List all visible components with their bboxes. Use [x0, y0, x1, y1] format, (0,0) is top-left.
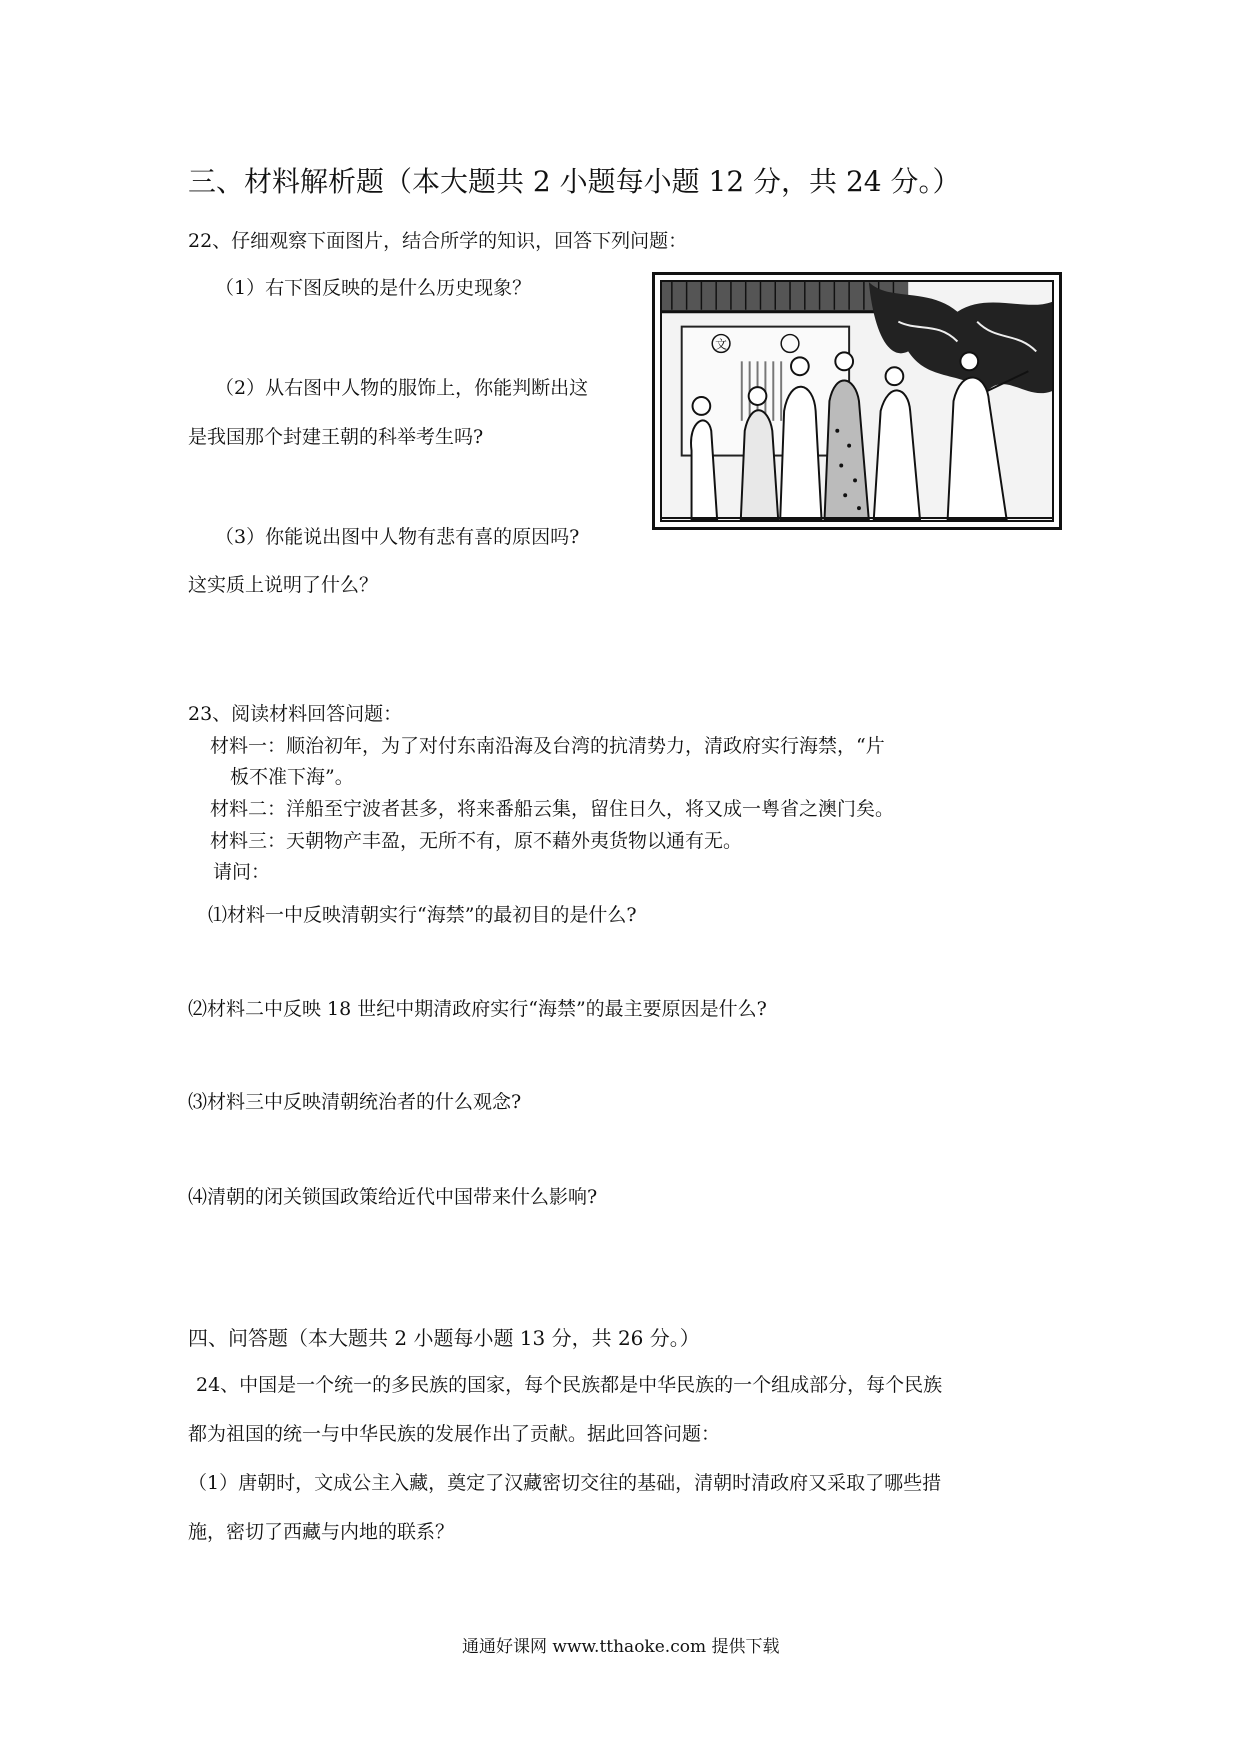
question-24-line-2: 都为祖国的统一与中华民族的发展作出了贡献。据此回答问题： — [188, 1423, 721, 1445]
section-4-title: 四、问答题（本大题共 2 小题每小题 13 分，共 26 分。） — [188, 1326, 700, 1350]
question-23-stem: 23、阅读材料回答问题： — [188, 703, 403, 725]
question-23-part-3: ⑶材料三中反映清朝统治者的什么观念? — [188, 1091, 522, 1113]
material-3: 材料三：天朝物产丰盈，无所不有，原不藉外夷货物以通有无。 — [210, 830, 743, 852]
question-23-ask: 请问： — [213, 861, 271, 883]
material-1-line-1: 材料一：顺治初年，为了对付东南沿海及台湾的抗清势力，清政府实行海禁，“片 — [210, 735, 885, 757]
illustration-drawing — [662, 282, 1052, 520]
question-22-part-3-line-1: （3）你能说出图中人物有悲有喜的原因吗? — [215, 526, 580, 548]
material-2: 材料二：洋船至宁波者甚多，将来番船云集，留住日久，将又成一粤省之澳门矣。 — [210, 798, 895, 820]
question-24-line-1: 24、中国是一个统一的多民族的国家，每个民族都是中华民族的一个组成部分，每个民族 — [196, 1374, 943, 1396]
imperial-exam-results-illustration — [652, 272, 1062, 530]
question-22-part-2-line-2: 是我国那个封建王朝的科举考生吗? — [188, 426, 484, 448]
page-footer: 通通好课网 www.tthaoke.com 提供下载 — [462, 1637, 780, 1657]
notice-board-character: 文 — [715, 337, 727, 352]
question-24-part-1-line-2: 施，密切了西藏与内地的联系？ — [188, 1521, 455, 1543]
question-23-part-4: ⑷清朝的闭关锁国政策给近代中国带来什么影响? — [188, 1186, 598, 1208]
section-3-title: 三、材料解析题（本大题共 2 小题每小题 12 分，共 24 分。） — [188, 165, 961, 198]
question-23-part-1: ⑴材料一中反映清朝实行“海禁”的最初目的是什么? — [208, 904, 637, 926]
material-1-line-2: 板不准下海”。 — [230, 766, 354, 788]
question-22-part-1: （1）右下图反映的是什么历史现象？ — [215, 277, 532, 299]
question-23-part-2: ⑵材料二中反映 18 世纪中期清政府实行“海禁”的最主要原因是什么? — [188, 998, 767, 1020]
question-22-stem: 22、仔细观察下面图片，结合所学的知识，回答下列问题： — [188, 230, 688, 252]
question-24-part-1-line-1: （1）唐朝时，文成公主入藏，奠定了汉藏密切交往的基础，清朝时清政府又采取了哪些措 — [188, 1472, 942, 1494]
question-22-part-3-line-2: 这实质上说明了什么？ — [188, 574, 379, 596]
question-22-part-2-line-1: （2）从右图中人物的服饰上，你能判断出这 — [215, 377, 589, 399]
